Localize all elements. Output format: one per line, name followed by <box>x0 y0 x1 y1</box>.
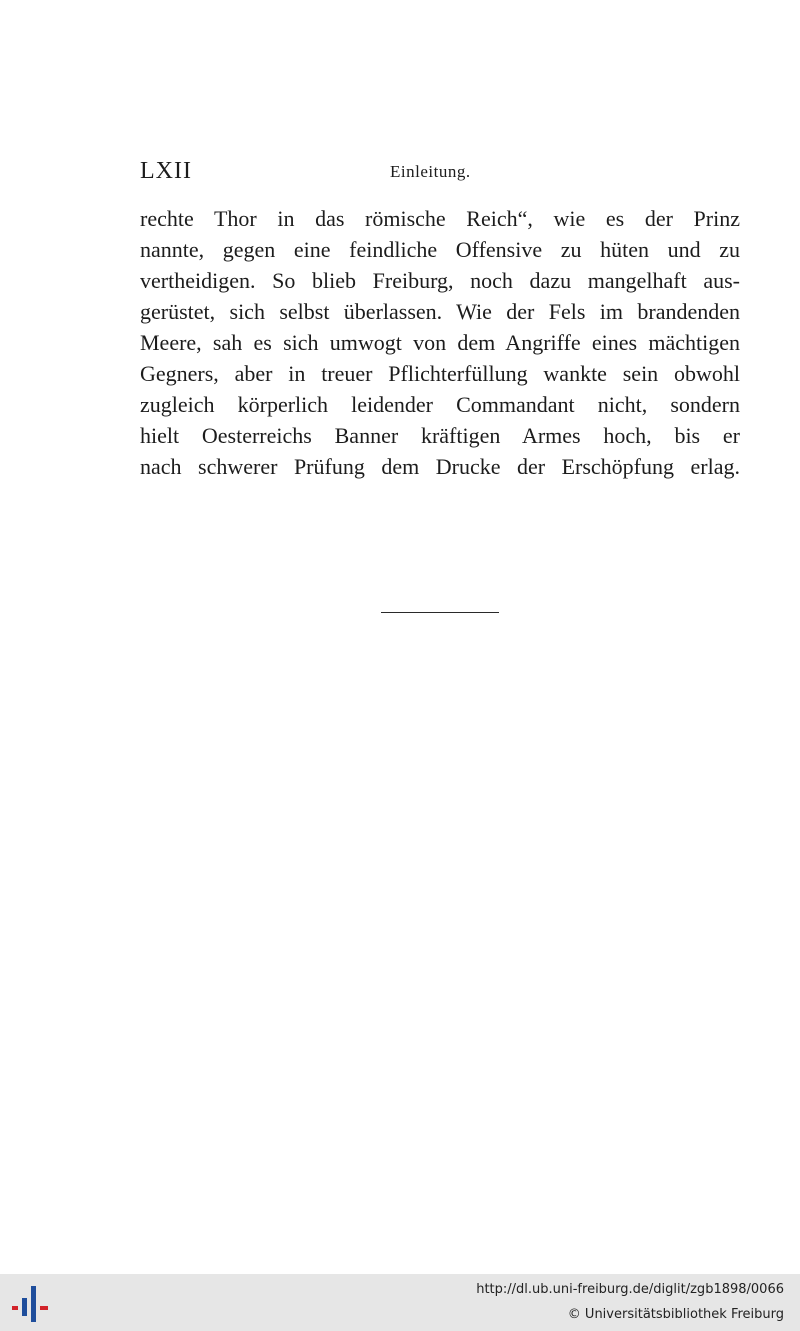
page-number: LXII <box>140 158 192 184</box>
text-line: Meere, sah es sich umwogt von dem Angriffe eines mächtigen <box>140 330 740 355</box>
section-end-rule <box>381 612 499 613</box>
text-line: nannte, gegen eine feindliche Offensive zu hüten und zu <box>140 237 740 262</box>
ub-freiburg-logo-icon[interactable] <box>10 1284 52 1324</box>
text-line: nach schwerer Prüfung dem Drucke der Erschöpfung erlag. <box>140 454 740 479</box>
text-line: zugleich körperlich leidender Commandant nicht, sondern <box>140 392 740 417</box>
text-line: Gegners, aber in treuer Pflichterfüllung wankte sein obwohl <box>140 361 740 386</box>
running-head <box>140 158 740 188</box>
text-line: gerüstet, sich selbst überlassen. Wie der Fels im brandenden <box>140 299 740 324</box>
running-title: Einleitung. <box>390 162 471 181</box>
copyright-notice: © Universitätsbibliothek Freiburg <box>567 1307 784 1322</box>
body-paragraph <box>140 203 740 482</box>
text-line: vertheidigen. So blieb Freiburg, noch dazu mangelhaft aus- <box>140 268 740 293</box>
text-line: rechte Thor in das römische Reich“, wie es der Prinz <box>140 206 740 231</box>
source-url-link[interactable]: http://dl.ub.uni-freiburg.de/diglit/zgb1898/0066 <box>476 1282 784 1297</box>
text-line: hielt Oesterreichs Banner kräftigen Armes hoch, bis er <box>140 423 740 448</box>
footer-bar <box>0 1274 800 1331</box>
